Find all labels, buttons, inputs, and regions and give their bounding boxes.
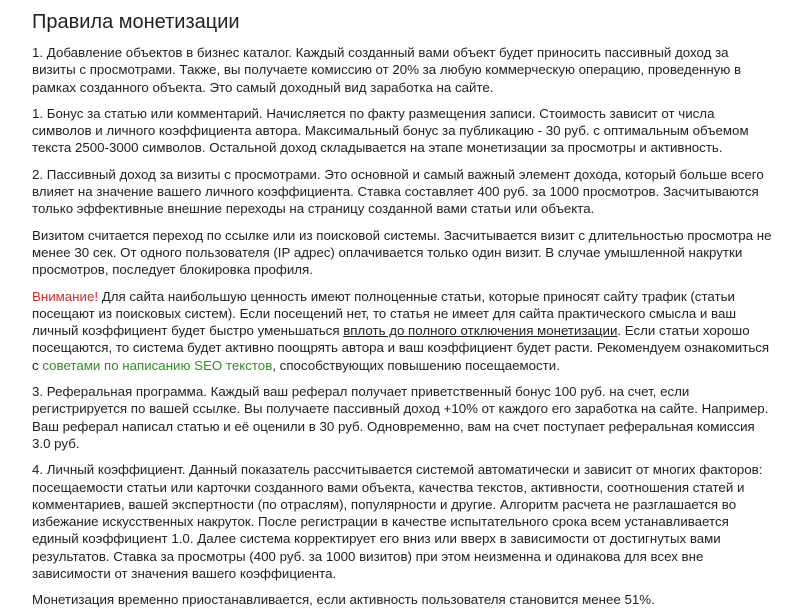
warning-text-2: . Если статьи хорошо посещаются, то система будет активно поощрять автора и ваш коэффициент будет расти. Рекомендуем ознакомиться с	[32, 323, 770, 373]
warning-text-3: , способствующих повышению посещаемости.	[272, 357, 560, 373]
warning-underlined-text: вплоть до полного отключения монетизации	[343, 323, 618, 339]
rule-business-catalog: 1. Добавление объектов в бизнес каталог. Каждый созданный вами объект будет приносить пассивный доход за визиты с просмотрами. Также, вы получаете комиссию от 20% за любую коммерческую операцию, проведенную в рамках созданного объекта. Это самый доходный вид заработка на сайте.	[32, 45, 742, 95]
rule-suspension: Монетизация временно приостанавливается, если активность пользователя становится менее 51%.	[32, 592, 655, 608]
seo-tips-link[interactable]: советами по написанию SEO текстов	[42, 357, 273, 373]
rule-personal-coefficient: 4. Личный коэффициент. Данный показатель рассчитывается системой автоматически и зависит от многих факторов: посещаемости статьи или карточки созданного вами объекта, качества текстов, активности, соотношения статей и комментариев, вашей экспертности (по отраслям), популярности и другие. Алгоритм расчета не разглашается во избежание искусственных накруток. После регистрации в качестве испытательного срока всем устанавливается единый коэффициент 1.0. Далее система корректирует его вниз или вверх в зависимости от достигнутых вами результатов. Ставка за просмотры (400 руб. за 1000 визитов) при этом неизменна и одинакова для всех вне зависимости от значения вашего коэффициента.	[32, 462, 763, 582]
rule-passive-income: 2. Пассивный доход за визиты с просмотрами. Это основной и самый важный элемент дохода, который больше всего влияет на значение вашего личного коэффициента. Ставка составляет 400 руб. за 1000 просмотров. Засчитываются только эффективные внешние переходы на страницу созданной вами статьи или объекта.	[32, 166, 764, 217]
rule-article-bonus: 1. Бонус за статью или комментарий. Начисляется по факту размещения записи. Стоимость зависит от числа символов и личного коэффициента автора. Максимальный бонус за публикацию - 30 руб. с оптимальным объемом текста 2500-3000 символов. Остальной доход складывается на этапе монетизации за просмотры и активность.	[32, 105, 749, 156]
page-title: Правила монетизации	[32, 11, 240, 33]
rule-visit-definition: Визитом считается переход по ссылке или из поисковой системы. Засчитывается визит с длительностью просмотра не менее 30 сек. От одного пользователя (IP адрес) оплачивается только один визит. В случае умышленной накрутки просмотров, последует блокировка профиля.	[32, 227, 772, 278]
warning-label: Внимание!	[32, 288, 99, 304]
warning-text-1: Для сайта наибольшую ценность имеют полноценные статьи, которые приносят сайту трафик (статьи посещают из поисковых систем). Если посещений нет, то статья не имеет для сайта практического смысла и ваш личный коэффициент будет быстро уменьшаться	[32, 288, 737, 339]
rule-referral-program: 3. Реферальная программа. Каждый ваш реферал получает приветственный бонус 100 руб. на счет, если регистрируется по вашей ссылке. Вы получаете пассивный доход +10% от каждого его заработка на сайте. Например. Ваш реферал написал статью и её оценили в 30 руб. Одновременно, вам на счет поступает реферальная комиссия 3.0 руб.	[32, 384, 769, 451]
rule-warning	[32, 288, 772, 374]
